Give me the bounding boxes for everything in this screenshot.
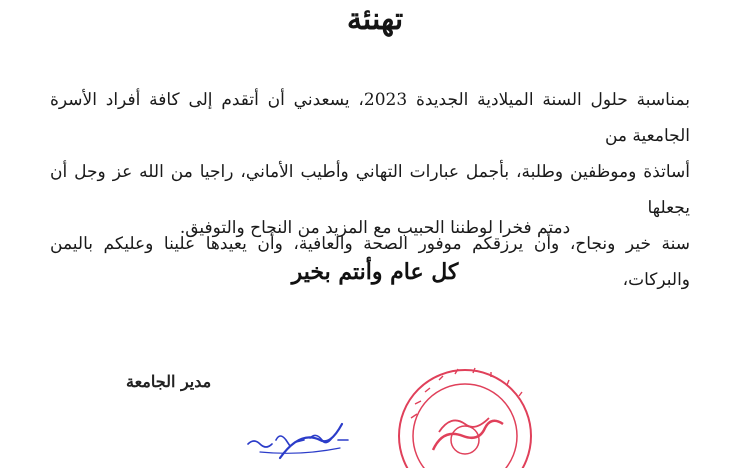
stamp-lettering — [411, 368, 522, 418]
body-line: أساتذة وموظفين وطلبة، بأجمل عبارات التهاني وأطيب الأماني، راجيا من الله عز وجل أن يجعلها — [50, 162, 690, 218]
official-stamp — [395, 358, 585, 468]
body-line: بمناسبة حلول السنة الميلادية الجديدة 2023، يسعدني أن أتقدم إلى كافة أفراد الأسرة الجامعية من — [50, 90, 690, 146]
new-year-greeting: كل عام وأنتم بخير — [291, 259, 459, 285]
letter-title: تهنئة — [346, 2, 404, 37]
body-line: سنة خير ونجاح، وأن يرزقكم موفور الصحة والعافية، وأن يعيدها علينا وعليكم باليمن والبركات، — [50, 234, 690, 290]
closing-line: دمتم فخرا لوطننا الحبيب مع المزيد من النجاح والتوفيق. — [179, 218, 571, 238]
handwritten-signature — [240, 418, 370, 465]
signatory-title: مدير الجامعة — [126, 372, 212, 391]
